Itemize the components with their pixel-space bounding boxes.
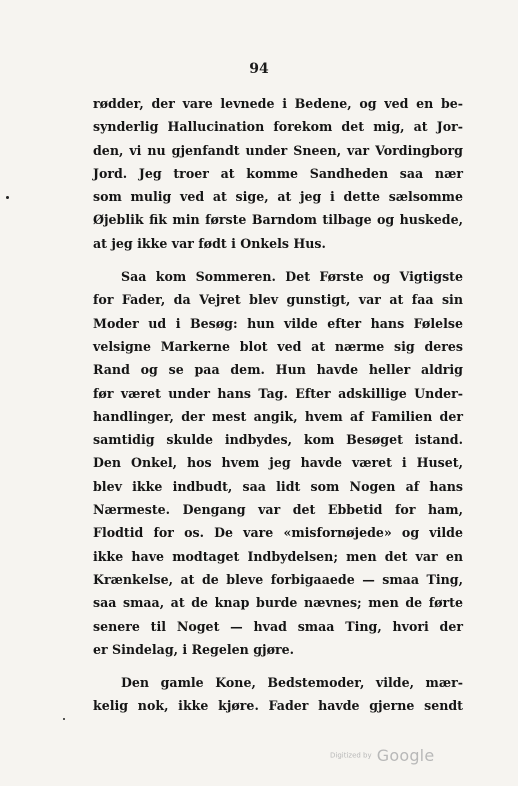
paragraph — [93, 265, 463, 661]
text-line: blev ikke indbudt, saa lidt som Nogen af hans — [93, 478, 463, 494]
text-line: kelig nok, ikke kjøre. Fader havde gjerne sendt — [93, 698, 463, 714]
text-line: den, vi nu gjenfandt under Sneen, var Vordingborg — [93, 142, 463, 158]
text-line: at jeg ikke var født i Onkels Hus. — [93, 235, 326, 251]
text-line: rødder, der vare levnede i Bedene, og ved en be- — [93, 96, 463, 111]
text-line: Jord. Jeg troer at komme Sandheden saa nær — [93, 165, 463, 181]
text-line: Den Onkel, hos hvem jeg havde været i Huset, — [93, 455, 463, 471]
text-line: Flodtid for os. De vare «misfornøjede» og vilde — [93, 525, 463, 541]
paragraph — [93, 92, 463, 255]
text-line: velsigne Markerne blot ved at nærme sig deres — [93, 338, 463, 354]
text-line: Nærmeste. Dengang var det Ebbetid for ham, — [93, 502, 463, 518]
text-line: Krænkelse, at de bleve forbigaaede — smaa Ting, — [93, 571, 463, 587]
text-line: Moder ud i Besøg: hun vilde efter hans Følelse — [93, 315, 463, 331]
google-watermark — [330, 745, 434, 765]
text-line: er Sindelag, i Regelen gjøre. — [93, 641, 295, 657]
text-line: Øjeblik fik min første Barndom tilbage og huskede, — [93, 212, 463, 228]
body-text — [93, 92, 463, 718]
text-line: Saa kom Sommeren. Det Første og Vigtigste — [121, 269, 463, 285]
paragraph — [93, 671, 463, 718]
text-line: synderlig Hallucination forekom det mig, at Jor- — [93, 119, 463, 135]
text-line: saa smaa, at de knap burde nævnes; men de førte — [93, 595, 463, 611]
text-line: Rand og se paa dem. Hun havde heller aldrig — [93, 362, 463, 378]
text-line: samtidig skulde indbydes, kom Besøget istand. — [93, 432, 463, 448]
watermark-prefix: Digitized by — [330, 751, 372, 760]
page-number: 94 — [249, 61, 269, 77]
text-line: ikke have modtaget Indbydelsen; men det var en — [93, 548, 463, 564]
text-line: før været under hans Tag. Efter adskillige Under- — [93, 385, 463, 401]
watermark-brand: Google — [376, 746, 435, 765]
text-line: som mulig ved at sige, at jeg i dette sælsomme — [93, 189, 463, 205]
text-line: Den gamle Kone, Bedstemoder, vilde, mær- — [121, 675, 463, 691]
text-line: senere til Noget — hvad smaa Ting, hvori der — [93, 618, 463, 634]
text-line: for Fader, da Vejret blev gunstigt, var at faa sin — [93, 292, 463, 308]
text-line: handlinger, der mest angik, hvem af Familien der — [93, 408, 463, 424]
